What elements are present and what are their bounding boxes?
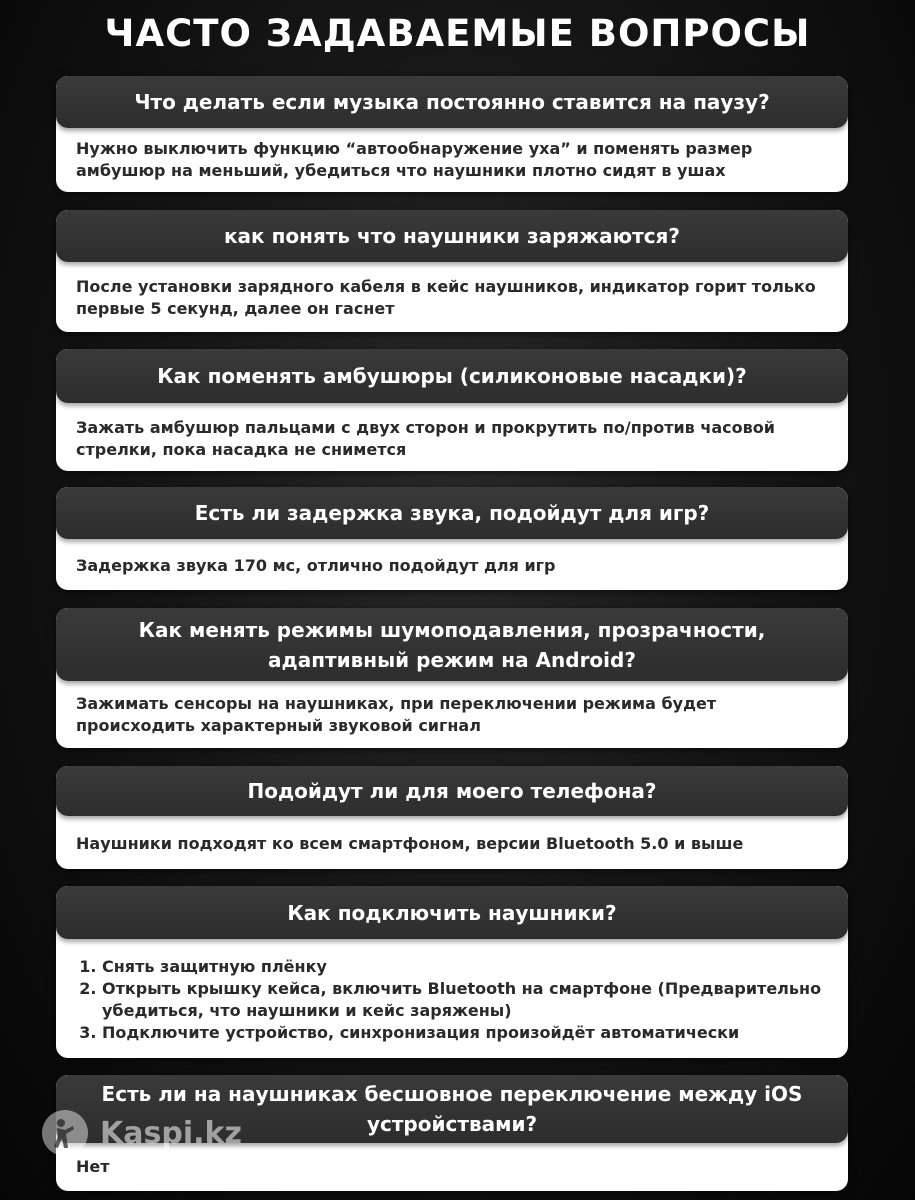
faq-question[interactable]: Есть ли задержка звука, подойдут для игр? — [56, 487, 848, 539]
faq-question[interactable]: Подойдут ли для моего телефона? — [56, 766, 848, 816]
faq-card-seamless-switch — [56, 1075, 848, 1191]
watermark-text: Kaspi.kz — [100, 1115, 242, 1151]
faq-card-noise-modes — [56, 608, 848, 748]
faq-card-compatibility — [56, 766, 848, 869]
steps-list — [76, 956, 828, 1044]
faq-question[interactable]: Что делать если музыка постоянно ставится на паузу? — [56, 76, 848, 128]
page-title: ЧАСТО ЗАДАВАЕМЫЕ ВОПРОСЫ — [104, 12, 811, 55]
faq-card-latency — [56, 487, 848, 590]
faq-card-ear-tips — [56, 349, 848, 471]
faq-card-connect — [56, 886, 848, 1058]
faq-answer: Нет — [76, 1157, 110, 1176]
faq-answer: Зажать амбушюр пальцами с двух сторон и прокрутить по/против часовой стрелки, пока насадка не снимется — [76, 418, 775, 459]
faq-answer: После установки зарядного кабеля в кейс наушников, индикатор горит только первые 5 секунд, далее он гаснет — [76, 277, 816, 318]
faq-question[interactable]: Есть ли на наушниках бесшовное переключение между iOS устройствами? — [56, 1075, 848, 1143]
faq-card-charging — [56, 210, 848, 332]
faq-answer: Задержка звука 170 мс, отлично подойдут для игр — [76, 556, 556, 575]
faq-card-music-pause — [56, 76, 848, 192]
faq-question[interactable]: Как менять режимы шумоподавления, прозрачности, адаптивный режим на Android? — [56, 608, 848, 681]
faq-question[interactable]: Как поменять амбушюры (силиконовые насадки)? — [56, 349, 848, 403]
faq-answer: Зажимать сенсоры на наушниках, при переключении режима будет происходить характерный звуковой сигнал — [76, 694, 717, 735]
faq-question[interactable]: как понять что наушники заряжаются? — [56, 210, 848, 262]
faq-answer: Наушники подходят ко всем смартфоном, версии Bluetooth 5.0 и выше — [76, 834, 744, 853]
step-item: 2. Открыть крышку кейса, включить Bluetooth на смартфоне (Предварительно убедиться, что наушники и кейс заряжены) — [102, 978, 828, 1022]
faq-answer-steps — [56, 939, 848, 1044]
faq-question[interactable]: Как подключить наушники? — [56, 886, 848, 939]
step-item: 1. Снять защитную плёнку — [102, 956, 828, 978]
faq-answer: Нужно выключить функцию “автообнаружение уха” и поменять размер амбушюр на меньший, убедиться что наушники плотно сидят в ушах — [76, 139, 753, 180]
step-item: 3. Подключите устройство, синхронизация произойдёт автоматически — [102, 1022, 828, 1044]
